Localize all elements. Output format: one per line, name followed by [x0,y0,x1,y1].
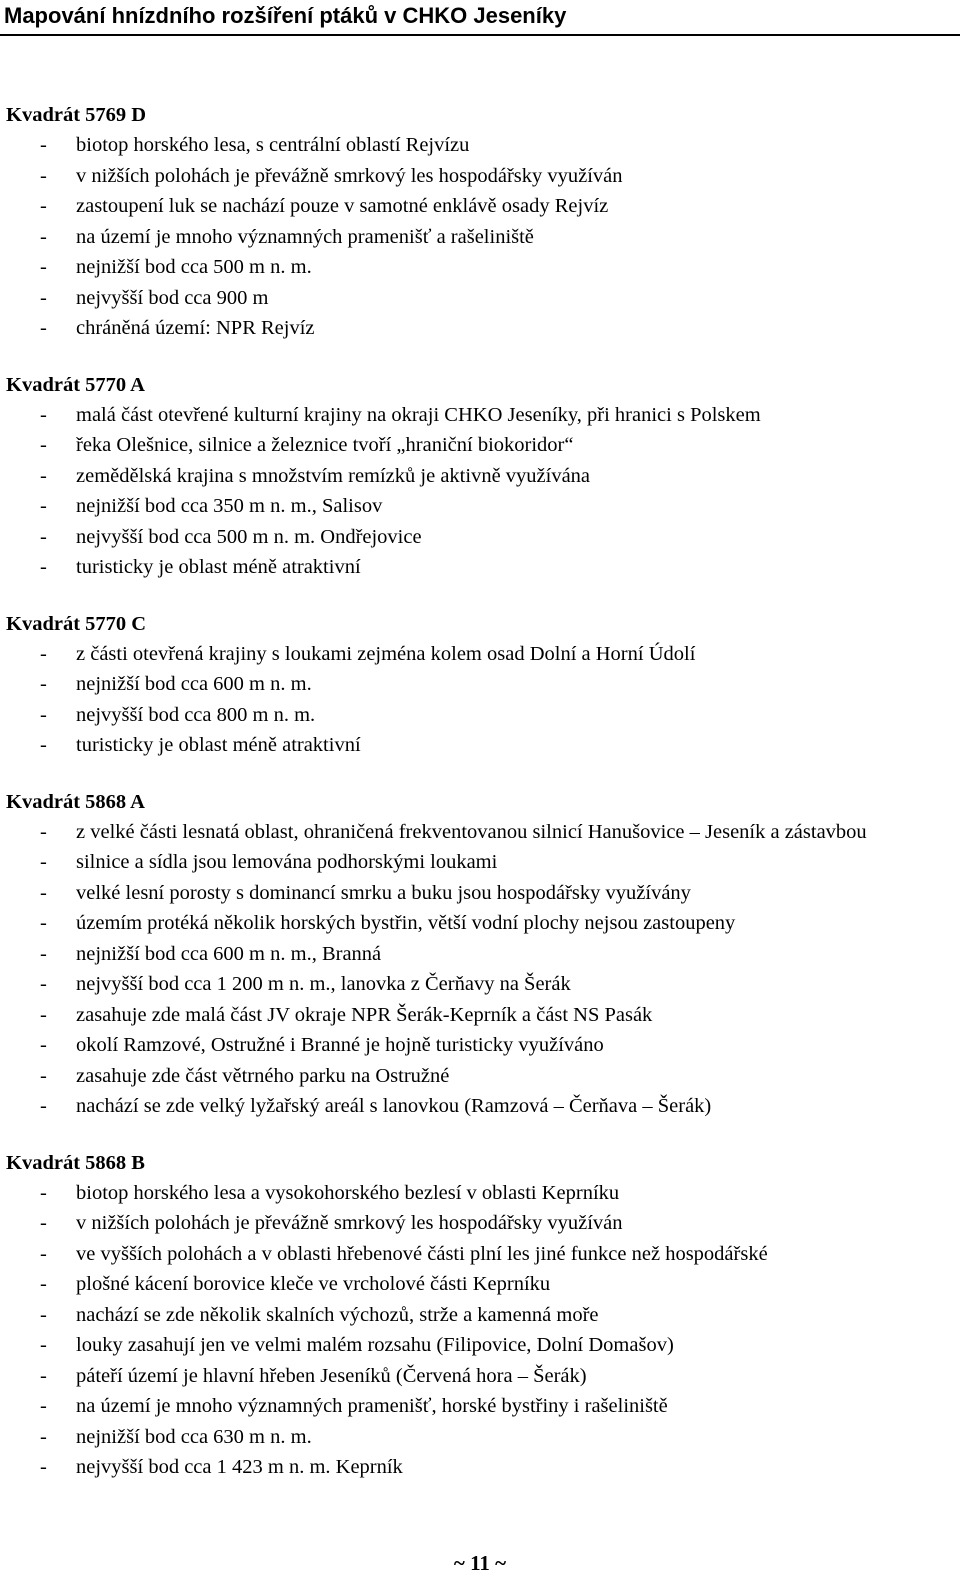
quadrant-heading: Kvadrát 5770 A [6,373,145,396]
list-item [6,1300,956,1331]
list-item [6,700,956,731]
list-item-text: turisticky je oblast méně atraktivní [76,734,361,756]
list-item-text: velké lesní porosty s dominancí smrku a buku jsou hospodářsky využívány [76,881,691,904]
list-item [6,130,956,161]
bullet-dash: - [40,317,47,339]
list-item [6,639,956,670]
list-item [6,313,956,344]
bullet-dash: - [40,1273,47,1295]
list-item [6,283,956,314]
list-item [6,461,956,492]
list-item-text: nejvyšší bod cca 800 m n. m. [76,703,316,726]
list-item [6,1000,956,1031]
list-item [6,1030,956,1061]
list-item-text: řeka Olešnice, silnice a železnice tvoří „hraniční biokoridor“ [76,434,574,456]
list-item-text: nejnižší bod cca 630 m n. m. [76,1425,312,1448]
list-item [6,730,956,761]
quadrant-heading: Kvadrát 5868 A [6,790,145,813]
list-item [6,1361,956,1392]
list-item [6,1422,956,1453]
list-item [6,939,956,970]
list-item [6,522,956,553]
list-item-text: nachází se zde velký lyžařský areál s lanovkou (Ramzová – Čerňava – Šerák) [76,1095,712,1117]
bullet-dash: - [40,1212,47,1234]
bullet-dash: - [40,164,47,187]
list-item-text: z velké části lesnatá oblast, ohraničená frekventovanou silnicí Hanušovice – Jeseník a zástavbou [76,820,867,843]
list-item-text: nejnižší bod cca 350 m n. m., Salisov [76,495,383,517]
bullet-dash: - [40,642,47,665]
list-item [6,969,956,1000]
list-item-text: louky zasahují jen ve velmi malém rozsahu (Filipovice, Dolní Domašov) [76,1334,674,1356]
quadrant-heading: Kvadrát 5769 D [6,104,147,126]
list-item [6,1330,956,1361]
bullet-dash: - [40,820,47,843]
list-item-text: nejnižší bod cca 600 m n. m., Branná [76,942,382,965]
list-item-text: z části otevřená krajiny s loukami zejména kolem osad Dolní a Horní Údolí [76,642,696,665]
list-item [6,669,956,700]
quadrant-section [6,100,956,344]
bullet-dash: - [40,673,47,695]
bullet-dash: - [40,525,47,548]
bullet-dash: - [40,1095,47,1117]
list-item-text: územím protéká několik horských bystřin, větší vodní plochy nejsou zastoupeny [76,912,736,934]
bullet-dash: - [40,881,47,904]
list-item [6,1391,956,1422]
list-item-text: nejnižší bod cca 600 m n. m. [76,673,312,695]
list-item [6,252,956,283]
list-item-text: nejvyšší bod cca 1 200 m n. m., lanovka z Čerňavy na Šerák [76,973,571,995]
list-item [6,878,956,909]
bullet-dash: - [40,734,47,756]
bullet-dash: - [40,1181,47,1204]
bullet-dash: - [40,973,47,995]
list-item-text: nejvyšší bod cca 900 m [76,286,269,309]
list-item-text: nejvyšší bod cca 500 m n. m. Ondřejovice [76,525,422,548]
list-item-text: zasahuje zde malá část JV okraje NPR Šerák-Keprník a část NS Pasák [76,1003,653,1026]
list-item [6,1269,956,1300]
bullet-dash: - [40,256,47,278]
bullet-dash: - [40,1003,47,1026]
list-item-text: chráněná území: NPR Rejvíz [76,317,315,339]
list-item [6,491,956,522]
bullet-dash: - [40,286,47,309]
list-item-text: malá část otevřené kulturní krajiny na okraji CHKO Jeseníky, při hranici s Polskem [76,403,761,426]
bullet-dash: - [40,1334,47,1356]
bullet-dash: - [40,403,47,426]
list-item-text: turisticky je oblast méně atraktivní [76,556,361,578]
bullet-dash: - [40,1034,47,1056]
list-item-text: nejnižší bod cca 500 m n. m. [76,256,312,278]
list-item-text: na území je mnoho významných pramenišť, horské bystřiny i rašeliniště [76,1395,668,1417]
bullet-dash: - [40,1242,47,1265]
list-item-text: páteří území je hlavní hřeben Jeseníků (Červená hora – Šerák) [76,1364,587,1387]
list-item-text: silnice a sídla jsou lemována podhorskými loukami [76,851,498,873]
quadrant-section [6,609,956,761]
list-item [6,817,956,848]
bullet-dash: - [40,1303,47,1326]
list-item-text: nejvyšší bod cca 1 423 m n. m. Keprník [76,1456,403,1478]
list-item [6,1239,956,1270]
list-item [6,908,956,939]
page-header-title: Mapování hnízdního rozšíření ptáků v CHKO Jeseníky [0,0,960,36]
bullet-dash: - [40,434,47,456]
bullet-dash: - [40,1395,47,1417]
quadrant-heading: Kvadrát 5770 C [6,612,147,635]
list-item-text: biotop horského lesa, s centrální oblastí Rejvízu [76,134,470,156]
list-item [6,400,956,431]
bullet-dash: - [40,225,47,248]
page-number: ~ 11 ~ [453,1551,507,1575]
bullet-dash: - [40,1064,47,1087]
quadrant-section [6,370,956,583]
list-item [6,1061,956,1092]
list-item [6,1208,956,1239]
list-item [6,430,956,461]
list-item-text: ve vyšších polohách a v oblasti hřebenové části plní les jiné funkce než hospodářské [76,1242,768,1265]
list-item [6,1452,956,1483]
bullet-dash: - [40,912,47,934]
list-item [6,1178,956,1209]
list-item-text: zastoupení luk se nachází pouze v samotné enklávě osady Rejvíz [76,195,609,217]
list-item [6,222,956,253]
bullet-dash: - [40,942,47,965]
bullet-dash: - [40,851,47,873]
bullet-dash: - [40,703,47,726]
list-item [6,552,956,583]
list-item-text: na území je mnoho významných pramenišť a rašeliniště [76,225,534,248]
list-item [6,191,956,222]
list-item [6,161,956,192]
list-item-text: zasahuje zde část větrného parku na Ostružné [76,1064,450,1087]
bullet-dash: - [40,1456,47,1478]
list-item [6,847,956,878]
bullet-dash: - [40,1425,47,1448]
bullet-dash: - [40,1364,47,1387]
bullet-dash: - [40,195,47,217]
bullet-dash: - [40,495,47,517]
list-item [6,1091,956,1122]
list-item-text: okolí Ramzové, Ostružné i Branné je hojně turisticky využíváno [76,1034,604,1056]
quadrant-section [6,1148,956,1483]
bullet-dash: - [40,464,47,487]
document-body [6,100,956,1509]
list-item-text: v nižších polohách je převážně smrkový les hospodářsky využíván [76,164,623,187]
quadrant-heading: Kvadrát 5868 B [6,1151,145,1174]
list-item-text: v nižších polohách je převážně smrkový les hospodářsky využíván [76,1212,623,1234]
quadrant-section [6,787,956,1122]
bullet-dash: - [40,134,47,156]
list-item-text: biotop horského lesa a vysokohorského bezlesí v oblasti Keprníku [76,1181,620,1204]
bullet-dash: - [40,556,47,578]
list-item-text: zemědělská krajina s množstvím remízků je aktivně využívána [76,464,591,487]
list-item-text: nachází se zde několik skalních výchozů, strže a kamenná moře [76,1303,599,1326]
list-item-text: plošné kácení borovice kleče ve vrcholové části Keprníku [76,1273,551,1295]
